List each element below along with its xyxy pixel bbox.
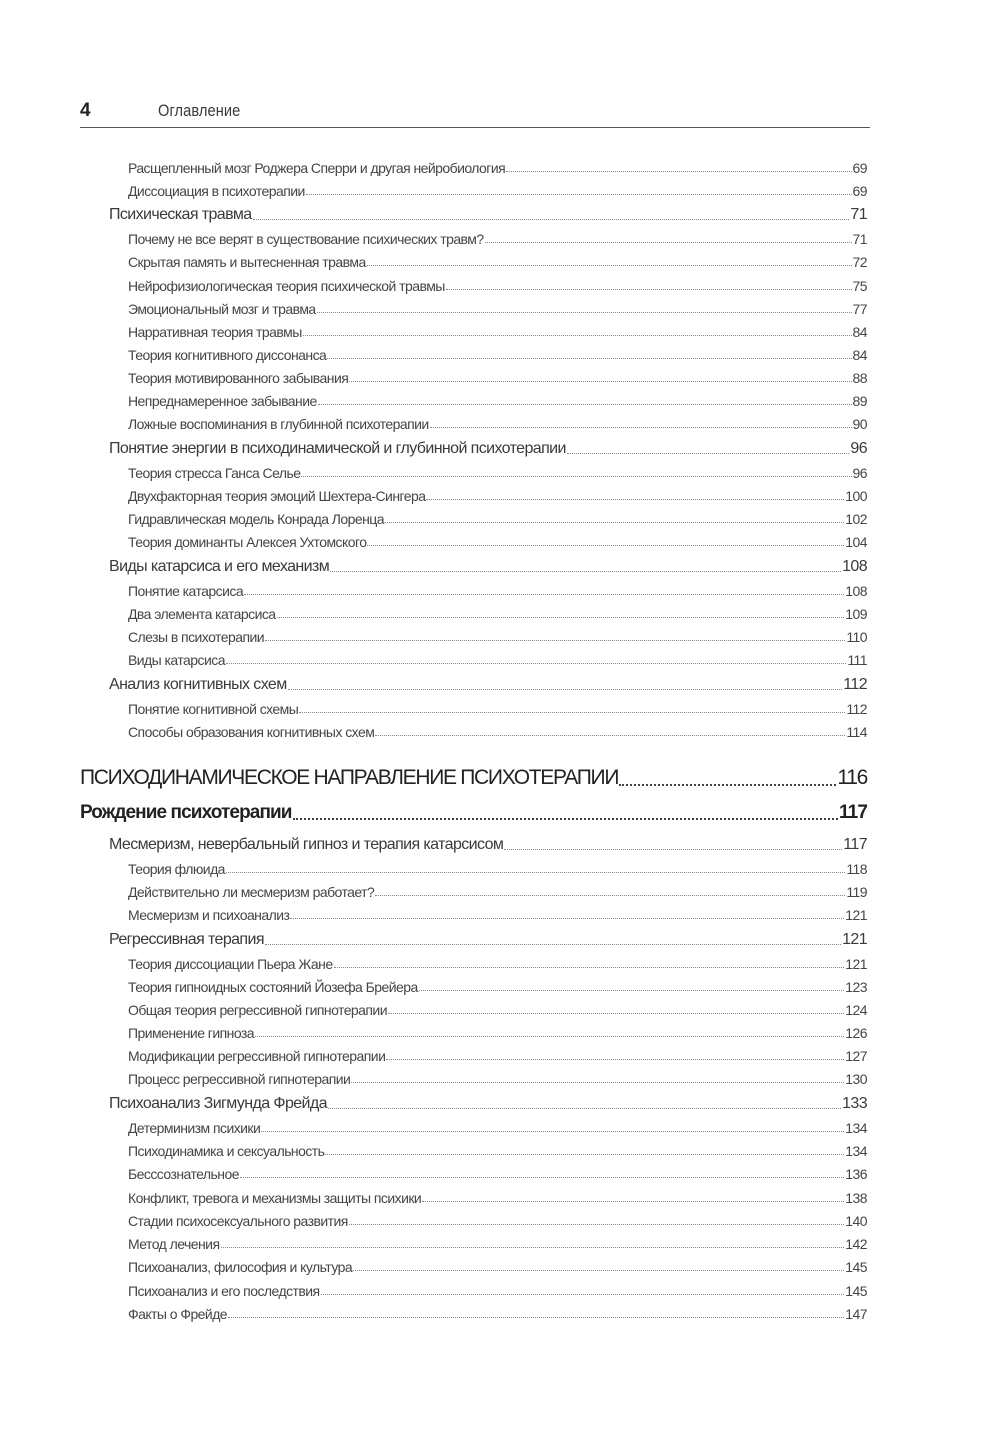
dot-leader <box>353 1270 844 1271</box>
toc-entry-title: Двухфакторная теория эмоций Шехтера-Сингера <box>128 488 426 504</box>
toc-subsection-entry[interactable] <box>128 1306 867 1322</box>
toc-entry-title: Модификации регрессивной гипнотерапии <box>128 1048 386 1064</box>
toc-subsection-entry[interactable] <box>128 1236 867 1252</box>
toc-entry-page: 123 <box>845 979 867 995</box>
toc-subsection-entry[interactable] <box>128 1259 867 1275</box>
toc-section-entry[interactable] <box>109 676 867 694</box>
toc-section-entry[interactable] <box>109 440 867 458</box>
dot-leader <box>228 1317 844 1318</box>
toc-entry-title: Теория когнитивного диссонанса <box>128 347 327 363</box>
toc-entry-page: 108 <box>842 558 867 575</box>
toc-subsection-entry[interactable] <box>128 301 867 317</box>
dot-leader <box>318 404 852 405</box>
toc-entry-title: Месмеризм, невербальный гипноз и терапия катарсисом <box>109 836 504 853</box>
toc-entry-page: 69 <box>852 183 867 199</box>
toc-subsection-entry[interactable] <box>128 583 867 599</box>
dot-leader <box>240 1177 844 1178</box>
toc-subsection-entry[interactable] <box>128 231 867 247</box>
toc-entry-page: 126 <box>845 1025 867 1041</box>
dot-leader <box>567 453 850 454</box>
dot-leader <box>419 990 845 991</box>
toc-entry-title: Диссоциация в психотерапии <box>128 183 305 199</box>
toc-entry-title: Нейрофизиологическая теория психической травмы <box>128 278 445 294</box>
toc-entry-title: Непреднамеренное забывание <box>128 393 317 409</box>
toc-entry-title: Общая теория регрессивной гипнотерапии <box>128 1002 387 1018</box>
toc-entry-title: ПСИХОДИНАМИЧЕСКОЕ НАПРАВЛЕНИЕ ПСИХОТЕРАПИИ <box>80 766 619 789</box>
toc-entry-page: 118 <box>846 861 867 877</box>
dot-leader <box>349 1224 844 1225</box>
toc-entry-title: Эмоциональный мозг и травма <box>128 301 316 317</box>
toc-entry-title: Бесссознательное <box>128 1166 239 1182</box>
dot-leader <box>385 522 844 523</box>
toc-subsection-entry[interactable] <box>128 956 867 972</box>
dot-leader <box>422 1201 844 1202</box>
toc-entry-title: Теория флюида <box>128 861 225 877</box>
toc-subsection-entry[interactable] <box>128 861 867 877</box>
toc-entry-page: 109 <box>845 606 867 622</box>
header-divider <box>80 127 870 128</box>
toc-entry-title: Психоанализ, философия и культура <box>128 1259 353 1275</box>
dot-leader <box>504 849 842 850</box>
page-header <box>80 100 870 130</box>
toc-entry-page: 112 <box>843 676 867 693</box>
toc-entry-title: Регрессивная терапия <box>109 931 264 948</box>
toc-entry-page: 136 <box>845 1166 867 1182</box>
page-number: 4 <box>80 100 91 121</box>
toc-entry-page: 104 <box>845 534 867 550</box>
dot-leader <box>485 242 852 243</box>
dot-leader <box>321 1294 845 1295</box>
toc-entry-title: Виды катарсиса и его механизм <box>109 558 330 575</box>
dot-leader <box>328 1108 841 1109</box>
toc-entry-title: Теория стресса Ганса Селье <box>128 465 301 481</box>
toc-subsection-entry[interactable] <box>128 1048 867 1064</box>
toc-subsection-entry[interactable] <box>128 701 867 717</box>
dot-leader <box>325 1154 844 1155</box>
dot-leader <box>386 1059 844 1060</box>
toc-subsection-entry[interactable] <box>128 278 867 294</box>
toc-subsection-entry[interactable] <box>128 907 867 923</box>
toc-entry-page: 77 <box>852 301 867 317</box>
toc-entry-title: Психоанализ и его последствия <box>128 1283 320 1299</box>
toc-entry-page: 121 <box>845 907 867 923</box>
toc-entry-title: Рождение психотерапии <box>80 802 292 823</box>
dot-leader <box>265 640 845 641</box>
toc-subsection-entry[interactable] <box>128 160 867 176</box>
dot-leader <box>317 312 852 313</box>
dot-leader <box>226 872 845 873</box>
toc-entry-title: Конфликт, тревога и механизмы защиты психики <box>128 1190 422 1206</box>
dot-leader <box>330 571 841 572</box>
toc-section-entry[interactable] <box>109 931 867 949</box>
toc-subsection-entry[interactable] <box>128 1120 867 1136</box>
toc-entry-title: Нарративная теория травмы <box>128 324 302 340</box>
toc-chapter-heading[interactable] <box>80 802 867 824</box>
toc-subsection-entry[interactable] <box>128 511 867 527</box>
toc-entry-title: Слезы в психотерапии <box>128 629 265 645</box>
toc-entry-title: Понятие когнитивной схемы <box>128 701 299 717</box>
toc-entry-page: 108 <box>845 583 867 599</box>
dot-leader <box>277 617 845 618</box>
toc-entry-title: Два элемента катарсиса <box>128 606 276 622</box>
dot-leader <box>261 1131 844 1132</box>
dot-leader <box>334 967 845 968</box>
dot-leader <box>301 476 851 477</box>
toc-entry-page: 127 <box>845 1048 867 1064</box>
toc-entry-title: Детерминизм психики <box>128 1120 261 1136</box>
toc-entry-title: Виды катарсиса <box>128 652 225 668</box>
toc-subsection-entry[interactable] <box>128 416 867 432</box>
toc-subsection-entry[interactable] <box>128 1190 867 1206</box>
dot-leader <box>226 663 846 664</box>
toc-subsection-entry[interactable] <box>128 1002 867 1018</box>
dot-leader <box>367 265 852 266</box>
toc-entry-page: 134 <box>845 1120 867 1136</box>
toc-subsection-entry[interactable] <box>128 606 867 622</box>
toc-entry-page: 114 <box>846 724 867 740</box>
toc-entry-page: 142 <box>845 1236 867 1252</box>
toc-entry-page: 96 <box>852 465 867 481</box>
toc-entry-page: 100 <box>845 488 867 504</box>
toc-entry-page: 96 <box>850 440 867 457</box>
toc-subsection-entry[interactable] <box>128 465 867 481</box>
dot-leader <box>388 1013 844 1014</box>
dot-leader <box>288 689 843 690</box>
running-title: Оглавление <box>158 101 241 120</box>
toc-subsection-entry[interactable] <box>128 1143 867 1159</box>
toc-entry-page: 69 <box>852 160 867 176</box>
toc-entry-title: Скрытая память и вытесненная травма <box>128 254 366 270</box>
toc-entry-title: Анализ когнитивных схем <box>109 676 287 693</box>
dot-leader <box>327 358 851 359</box>
toc-subsection-entry[interactable] <box>128 183 867 199</box>
toc-entry-page: 119 <box>846 884 867 900</box>
toc-entry-page: 112 <box>846 701 867 717</box>
toc-entry-page: 102 <box>845 511 867 527</box>
toc-entry-page: 71 <box>852 231 867 247</box>
toc-entry-page: 124 <box>845 1002 867 1018</box>
dot-leader <box>446 289 852 290</box>
toc-section-entry[interactable] <box>109 836 867 854</box>
dot-leader <box>253 219 850 220</box>
toc-entry-page: 117 <box>839 802 867 823</box>
toc-entry-title: Месмеризм и психоанализ <box>128 907 290 923</box>
toc-subsection-entry[interactable] <box>128 652 867 668</box>
toc-entry-title: Психодинамика и сексуальность <box>128 1143 325 1159</box>
toc-entry-title: Расщепленный мозг Роджера Сперри и другая нейробиология <box>128 160 506 176</box>
toc-entry-title: Ложные воспоминания в глубинной психотерапии <box>128 416 429 432</box>
toc-subsection-entry[interactable] <box>128 324 867 340</box>
toc-entry-page: 111 <box>847 652 867 668</box>
toc-entry-title: Факты о Фрейде <box>128 1306 228 1322</box>
toc-entry-title: Процесс регрессивной гипнотерапии <box>128 1071 351 1087</box>
toc-entry-page: 134 <box>845 1143 867 1159</box>
toc-entry-title: Теория доминанты Алексея Ухтомского <box>128 534 367 550</box>
toc-entry-page: 145 <box>845 1283 867 1299</box>
toc-entry-title: Стадии психосексуального развития <box>128 1213 348 1229</box>
toc-entry-title: Способы образования когнитивных схем <box>128 724 375 740</box>
toc-entry-title: Психоанализ Зигмунда Фрейда <box>109 1095 327 1112</box>
toc-entry-title: Теория мотивированного забывания <box>128 370 349 386</box>
dot-leader <box>221 1247 845 1248</box>
dot-leader <box>506 171 851 172</box>
toc-entry-title: Применение гипноза <box>128 1025 254 1041</box>
toc-entry-title: Гидравлическая модель Конрада Лоренца <box>128 511 385 527</box>
toc-subsection-entry[interactable] <box>128 488 867 504</box>
toc-section-entry[interactable] <box>109 206 867 224</box>
dot-leader <box>375 895 845 896</box>
toc-subsection-entry[interactable] <box>128 1213 867 1229</box>
toc-entry-page: 75 <box>852 278 867 294</box>
toc-subsection-entry[interactable] <box>128 629 867 645</box>
dot-leader <box>351 1082 844 1083</box>
dot-leader <box>255 1036 844 1037</box>
dot-leader <box>290 918 844 919</box>
toc-subsection-entry[interactable] <box>128 347 867 363</box>
toc-entry-page: 89 <box>852 393 867 409</box>
toc-entry-page: 121 <box>845 956 867 972</box>
toc-entry-page: 121 <box>842 931 867 948</box>
toc-entry-page: 71 <box>850 206 867 223</box>
toc-entry-page: 110 <box>846 629 867 645</box>
toc-subsection-entry[interactable] <box>128 724 867 740</box>
toc-entry-page: 138 <box>845 1190 867 1206</box>
toc-subsection-entry[interactable] <box>128 1025 867 1041</box>
toc-subsection-entry[interactable] <box>128 370 867 386</box>
toc-entry-title: Действительно ли месмеризм работает? <box>128 884 375 900</box>
toc-entry-title: Психическая травма <box>109 206 252 223</box>
dot-leader <box>299 712 845 713</box>
dot-leader <box>430 427 852 428</box>
dot-leader <box>244 594 844 595</box>
toc-entry-page: 90 <box>852 416 867 432</box>
toc-section-entry[interactable] <box>109 558 867 576</box>
toc-entry-page: 116 <box>837 766 867 789</box>
toc-subsection-entry[interactable] <box>128 254 867 270</box>
toc-entry-page: 72 <box>852 254 867 270</box>
toc-subsection-entry[interactable] <box>128 393 867 409</box>
dot-leader <box>306 194 852 195</box>
dot-leader <box>303 335 852 336</box>
toc-subsection-entry[interactable] <box>128 979 867 995</box>
toc-entry-title: Теория диссоциации Пьера Жане <box>128 956 333 972</box>
dot-leader <box>619 784 836 786</box>
dot-leader <box>349 381 851 382</box>
toc-part-heading[interactable] <box>80 766 867 790</box>
toc-subsection-entry[interactable] <box>128 1166 867 1182</box>
toc-entry-title: Теория гипноидных состояний Йозефа Брейера <box>128 979 418 995</box>
dot-leader <box>426 499 844 500</box>
toc-entry-page: 145 <box>845 1259 867 1275</box>
toc-entry-title: Метод лечения <box>128 1236 220 1252</box>
toc-subsection-entry[interactable] <box>128 534 867 550</box>
toc-subsection-entry[interactable] <box>128 1283 867 1299</box>
toc-section-entry[interactable] <box>109 1095 867 1113</box>
dot-leader <box>375 735 845 736</box>
toc-entry-title: Понятие энергии в психодинамической и глубинной психотерапии <box>109 440 566 457</box>
toc-entry-page: 84 <box>852 324 867 340</box>
toc-entry-page: 88 <box>852 370 867 386</box>
toc-entry-title: Почему не все верят в существование психических травм? <box>128 231 484 247</box>
toc-entry-page: 133 <box>842 1095 867 1112</box>
dot-leader <box>293 818 838 820</box>
toc-entry-page: 140 <box>845 1213 867 1229</box>
dot-leader <box>265 944 841 945</box>
toc-entry-page: 130 <box>845 1071 867 1087</box>
toc-entry-title: Понятие катарсиса <box>128 583 244 599</box>
toc-entry-page: 147 <box>845 1306 867 1322</box>
toc-entry-page: 117 <box>843 836 867 853</box>
dot-leader <box>367 545 844 546</box>
toc-entry-page: 84 <box>852 347 867 363</box>
toc-subsection-entry[interactable] <box>128 884 867 900</box>
toc-subsection-entry[interactable] <box>128 1071 867 1087</box>
